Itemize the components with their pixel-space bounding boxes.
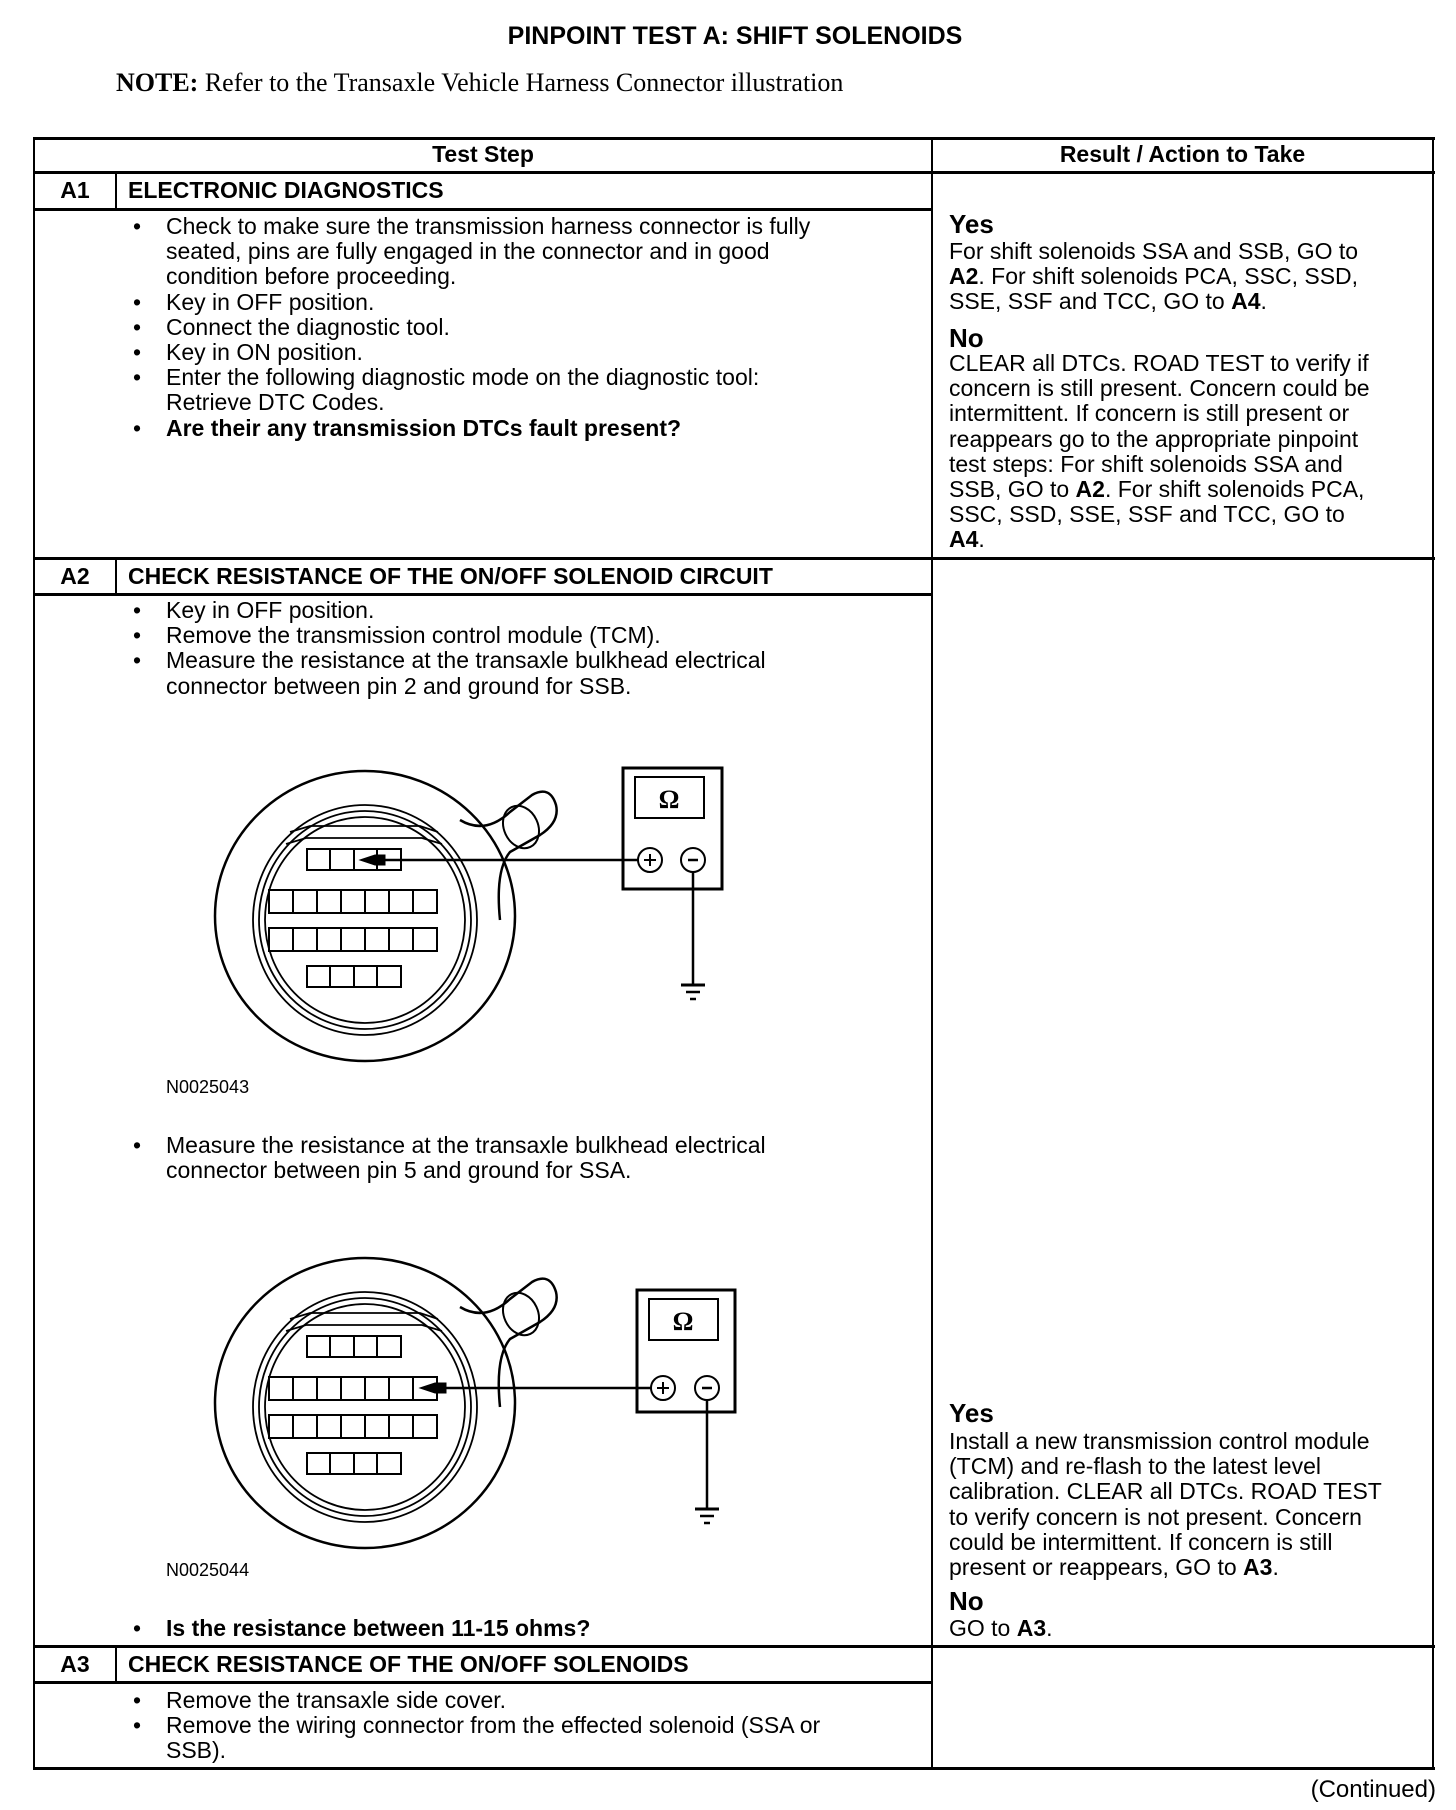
bullet-text-line: Connect the diagnostic tool. (166, 313, 450, 340)
result-text-line (949, 527, 1370, 552)
text-segment: SSC, SSD, SSE, SSF and TCC, GO to (949, 501, 1345, 528)
step-id: A3 (60, 1651, 90, 1677)
bullet-text-line: Is the resistance between 11-15 ohms? (166, 1615, 591, 1641)
text-segment: could be intermittent. If concern is still (949, 1528, 1333, 1555)
text-segment: calibration. CLEAR all DTCs. ROAD TEST (949, 1478, 1382, 1505)
bullet-item (133, 1688, 820, 1713)
text-segment: GO to (949, 1615, 1017, 1641)
text-segment: . (1260, 288, 1267, 315)
text-segment: to verify concern is not present. Concern (949, 1503, 1362, 1530)
result-text-line (949, 401, 1370, 426)
connector-diagram-pin2 (210, 760, 750, 1070)
result-text-line (949, 239, 1358, 264)
bullet-icon: • (133, 414, 142, 441)
bullet-icon: • (133, 647, 142, 674)
text-segment: intermittent. If concern is still present or (949, 400, 1350, 427)
result-text-line (949, 502, 1370, 527)
table-border-top (33, 137, 1435, 140)
text-segment: . (978, 526, 985, 553)
result-text-line (949, 1454, 1382, 1479)
step-header-divider (33, 208, 933, 211)
result-text-line (949, 289, 1358, 314)
bullet-text-line: SSB). (166, 1737, 227, 1764)
step-a3-instructions (133, 1688, 820, 1764)
step-heading: ELECTRONIC DIAGNOSTICS (128, 177, 444, 203)
bullet-icon: • (133, 1615, 142, 1641)
result-text-line (949, 427, 1370, 452)
bullet-text-line: Key in OFF position. (166, 597, 375, 623)
connector-tab (460, 792, 557, 920)
step-id: A2 (60, 563, 90, 589)
text-segment: Install a new transmission control module (949, 1428, 1370, 1454)
bullet-text-line: Key in ON position. (166, 339, 363, 366)
bullet-text-line: Enter the following diagnostic mode on the diagnostic tool: (166, 364, 760, 391)
bullet-item (133, 214, 810, 290)
bullet-text-line: Measure the resistance at the transaxle bulkhead electrical (166, 647, 766, 674)
bullet-item (133, 1713, 820, 1763)
bullet-text-line: connector between pin 2 and ground for SSB. (166, 672, 632, 699)
row-divider (33, 557, 1435, 560)
bullet-icon: • (133, 213, 142, 239)
bullet-text-line: Remove the wiring connector from the effected solenoid (SSA or (166, 1712, 821, 1739)
text-segment: reappears go to the appropriate pinpoint (949, 425, 1359, 452)
bullet-icon: • (133, 339, 142, 366)
result-yes-label: Yes (949, 209, 994, 239)
column-divider (931, 137, 933, 1770)
step-reference: A4 (949, 526, 979, 553)
page-title: PINPOINT TEST A: SHIFT SOLENOIDS (507, 22, 963, 50)
step-a1-no-action (949, 351, 1370, 553)
bullet-icon: • (133, 597, 142, 623)
figure-id: N0025044 (166, 1560, 250, 1580)
step-id-divider (115, 558, 117, 594)
step-reference: A2 (1075, 476, 1105, 503)
row-divider (33, 171, 1435, 174)
text-segment: SSE, SSF and TCC, GO to (949, 288, 1232, 315)
result-text-line (949, 477, 1370, 502)
step-a2-no-action (949, 1616, 1053, 1641)
bullet-icon: • (133, 622, 142, 649)
text-segment: CLEAR all DTCs. ROAD TEST to verify if (949, 350, 1369, 376)
row-divider (33, 1645, 1435, 1648)
step-heading: CHECK RESISTANCE OF THE ON/OFF SOLENOIDS (128, 1651, 689, 1677)
bullet-text-line: condition before proceeding. (166, 263, 457, 290)
bullet-item (133, 623, 766, 648)
figure-id: N0025043 (166, 1077, 250, 1097)
step-reference: A4 (1231, 288, 1261, 315)
bullet-item (133, 1133, 766, 1183)
step-header-divider (33, 1681, 933, 1684)
text-segment: SSB, GO to (949, 476, 1076, 503)
step-a1-yes-action (949, 239, 1358, 315)
bullet-item (133, 365, 810, 415)
step-id-divider (115, 1646, 117, 1682)
step-a1-instructions (133, 214, 810, 441)
bullet-text-line: Check to make sure the transmission harness connector is fully (166, 213, 811, 239)
result-text-line (949, 1505, 1382, 1530)
text-segment: For shift solenoids SSA and SSB, GO to (949, 238, 1359, 264)
continued-label: (Continued) (1310, 1776, 1436, 1803)
ohm-symbol: Ω (672, 1307, 694, 1336)
bullet-text-line: Retrieve DTC Codes. (166, 389, 385, 416)
bullet-icon: • (133, 1712, 142, 1739)
result-no-label: No (949, 1586, 984, 1616)
table-border-left (33, 137, 35, 1770)
result-text-line (949, 376, 1370, 401)
bullet-item (133, 598, 766, 623)
result-text-line (949, 1530, 1382, 1555)
connector-diagram-pin5 (210, 1247, 750, 1557)
result-text-line (949, 452, 1370, 477)
text-segment: . For shift solenoids PCA, (1104, 476, 1365, 503)
bullet-icon: • (133, 313, 142, 340)
bullet-icon: • (133, 1132, 142, 1158)
step-id: A1 (60, 177, 90, 203)
bullet-icon: • (133, 288, 142, 315)
note-text: Refer to the Transaxle Vehicle Harness Connector illustration (198, 68, 844, 97)
result-text-line (949, 1555, 1382, 1580)
step-id-divider (115, 172, 117, 209)
bullet-text-line: Are their any transmission DTCs fault present? (166, 414, 682, 441)
text-segment: concern is still present. Concern could be (949, 375, 1370, 402)
result-text-line (949, 1616, 1053, 1641)
bullet-text-line: Key in OFF position. (166, 288, 375, 315)
bullet-item (133, 315, 810, 340)
text-segment: (TCM) and re-flash to the latest level (949, 1453, 1321, 1480)
result-text-line (949, 264, 1358, 289)
result-text-line (949, 351, 1370, 376)
note-label: NOTE: (116, 68, 199, 97)
bullet-text-line: Remove the transmission control module (TCM). (166, 622, 661, 649)
table-border-bottom (33, 1767, 1435, 1770)
bullet-text-line: seated, pins are fully engaged in the connector and in good (166, 238, 770, 265)
bullet-item (133, 340, 810, 365)
result-text-line (949, 1429, 1382, 1454)
bullet-icon: • (133, 364, 142, 391)
ohm-symbol: Ω (658, 785, 680, 814)
step-a2-yes-action (949, 1429, 1382, 1580)
column-header-test-step: Test Step (432, 141, 534, 167)
step-heading: CHECK RESISTANCE OF THE ON/OFF SOLENOID CIRCUIT (128, 563, 773, 589)
step-a2-instructions-1 (133, 598, 766, 699)
bullet-item (133, 648, 766, 698)
bullet-text-line: Measure the resistance at the transaxle bulkhead electrical (166, 1132, 766, 1158)
note (116, 68, 843, 98)
column-header-result: Result / Action to Take (1059, 141, 1306, 167)
bullet-item (133, 1616, 590, 1641)
result-text-line (949, 1479, 1382, 1504)
result-no-label: No (949, 323, 984, 353)
step-a2-instructions-2 (133, 1133, 766, 1183)
step-reference: A2 (949, 263, 979, 290)
text-segment: present or reappears, GO to (949, 1554, 1244, 1581)
text-segment: . For shift solenoids PCA, SSC, SSD, (978, 263, 1359, 290)
step-reference: A3 (1243, 1554, 1273, 1581)
text-segment: . (1046, 1615, 1053, 1641)
table-border-right (1432, 137, 1434, 1770)
result-yes-label: Yes (949, 1398, 994, 1428)
bullet-item (133, 290, 810, 315)
step-a2-question (133, 1616, 590, 1641)
bullet-item (133, 416, 810, 441)
bullet-text-line: Remove the transaxle side cover. (166, 1687, 507, 1713)
step-header-divider (33, 593, 933, 596)
test-probe (420, 1383, 651, 1393)
bullet-text-line: connector between pin 5 and ground for SSA. (166, 1157, 632, 1184)
step-reference: A3 (1016, 1615, 1047, 1641)
bullet-icon: • (133, 1687, 142, 1713)
text-segment: test steps: For shift solenoids SSA and (949, 450, 1343, 477)
text-segment: . (1272, 1554, 1279, 1581)
